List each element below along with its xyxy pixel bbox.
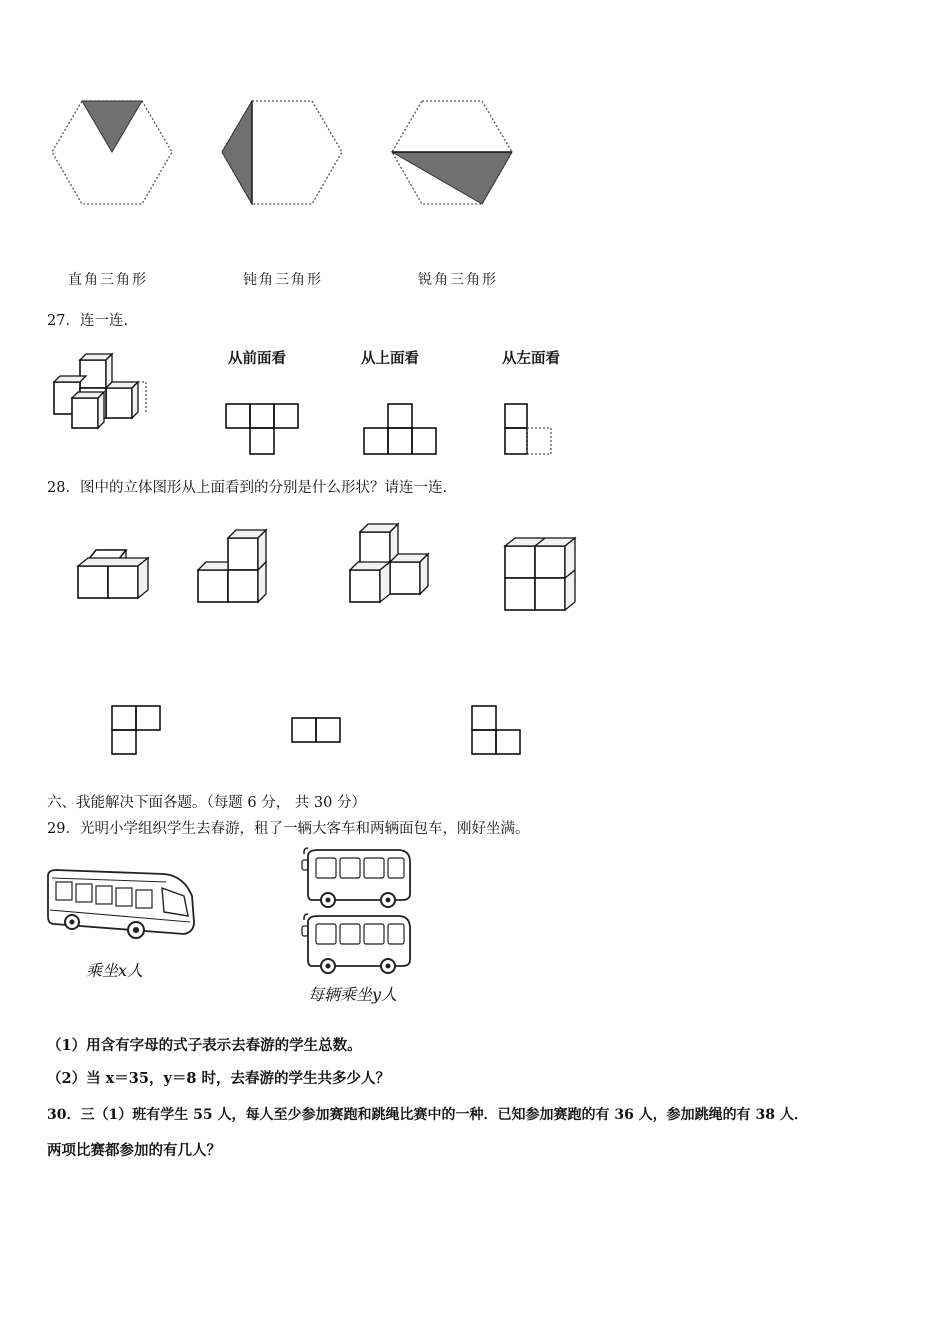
q28-solid-2 bbox=[196, 528, 276, 604]
bus-caption: 乘坐x人 bbox=[86, 961, 144, 980]
q27-view-l-shape bbox=[503, 402, 557, 456]
q28-solid-4 bbox=[503, 536, 581, 612]
view-label-front: 从前面看 bbox=[228, 350, 286, 367]
section6-title: 六、我能解决下面各题。（每题 6 分， 共 30 分） bbox=[47, 795, 366, 811]
q30-line2: 两项比赛都参加的有几人？ bbox=[47, 1142, 221, 1159]
label-obtuse-triangle: 钝角三角形 bbox=[243, 272, 323, 288]
q27-view-t-shape bbox=[224, 402, 304, 456]
q27-solid-figure bbox=[50, 350, 150, 432]
view-label-left: 从左面看 bbox=[502, 350, 560, 367]
van-illustration-top bbox=[298, 848, 418, 910]
label-acute-triangle: 锐角三角形 bbox=[418, 272, 498, 288]
q28-title: 28．图中的立体图形从上面看到的分别是什么形状？请连一连. bbox=[47, 480, 448, 496]
view-label-top: 从上面看 bbox=[361, 350, 419, 367]
label-right-triangle: 直角三角形 bbox=[68, 272, 148, 288]
q29-sub1: （1）用含有字母的式子表示去春游的学生总数。 bbox=[47, 1037, 362, 1054]
q27-view-inverted-t bbox=[362, 402, 442, 456]
q30-line1: 30．三（1）班有学生 55 人，每人至少参加赛跑和跳绳比赛中的一种．已知参加赛跑的有 36 人，参加跳绳的有 38 人． bbox=[47, 1107, 808, 1123]
q29-title: 29．光明小学组织学生去春游，租了一辆大客车和两辆面包车，刚好坐满。 bbox=[47, 821, 530, 837]
q28-solid-3 bbox=[348, 522, 438, 606]
q28-view-two-squares bbox=[290, 716, 346, 746]
hexagon-right-triangle bbox=[50, 98, 174, 208]
q27-title: 27．连一连. bbox=[47, 313, 129, 329]
van-illustration-bottom bbox=[298, 914, 418, 976]
bus-illustration bbox=[44, 866, 199, 946]
hexagon-acute-triangle bbox=[390, 98, 514, 208]
q28-view-l-shape-2 bbox=[470, 704, 526, 758]
q29-sub2: （2）当 x＝35，y＝8 时，去春游的学生共多少人？ bbox=[47, 1070, 391, 1087]
q28-view-l-shape bbox=[110, 704, 166, 758]
van-caption: 每辆乘坐y人 bbox=[308, 985, 398, 1004]
q28-solid-1 bbox=[76, 546, 152, 602]
hexagon-obtuse-triangle bbox=[220, 98, 344, 208]
